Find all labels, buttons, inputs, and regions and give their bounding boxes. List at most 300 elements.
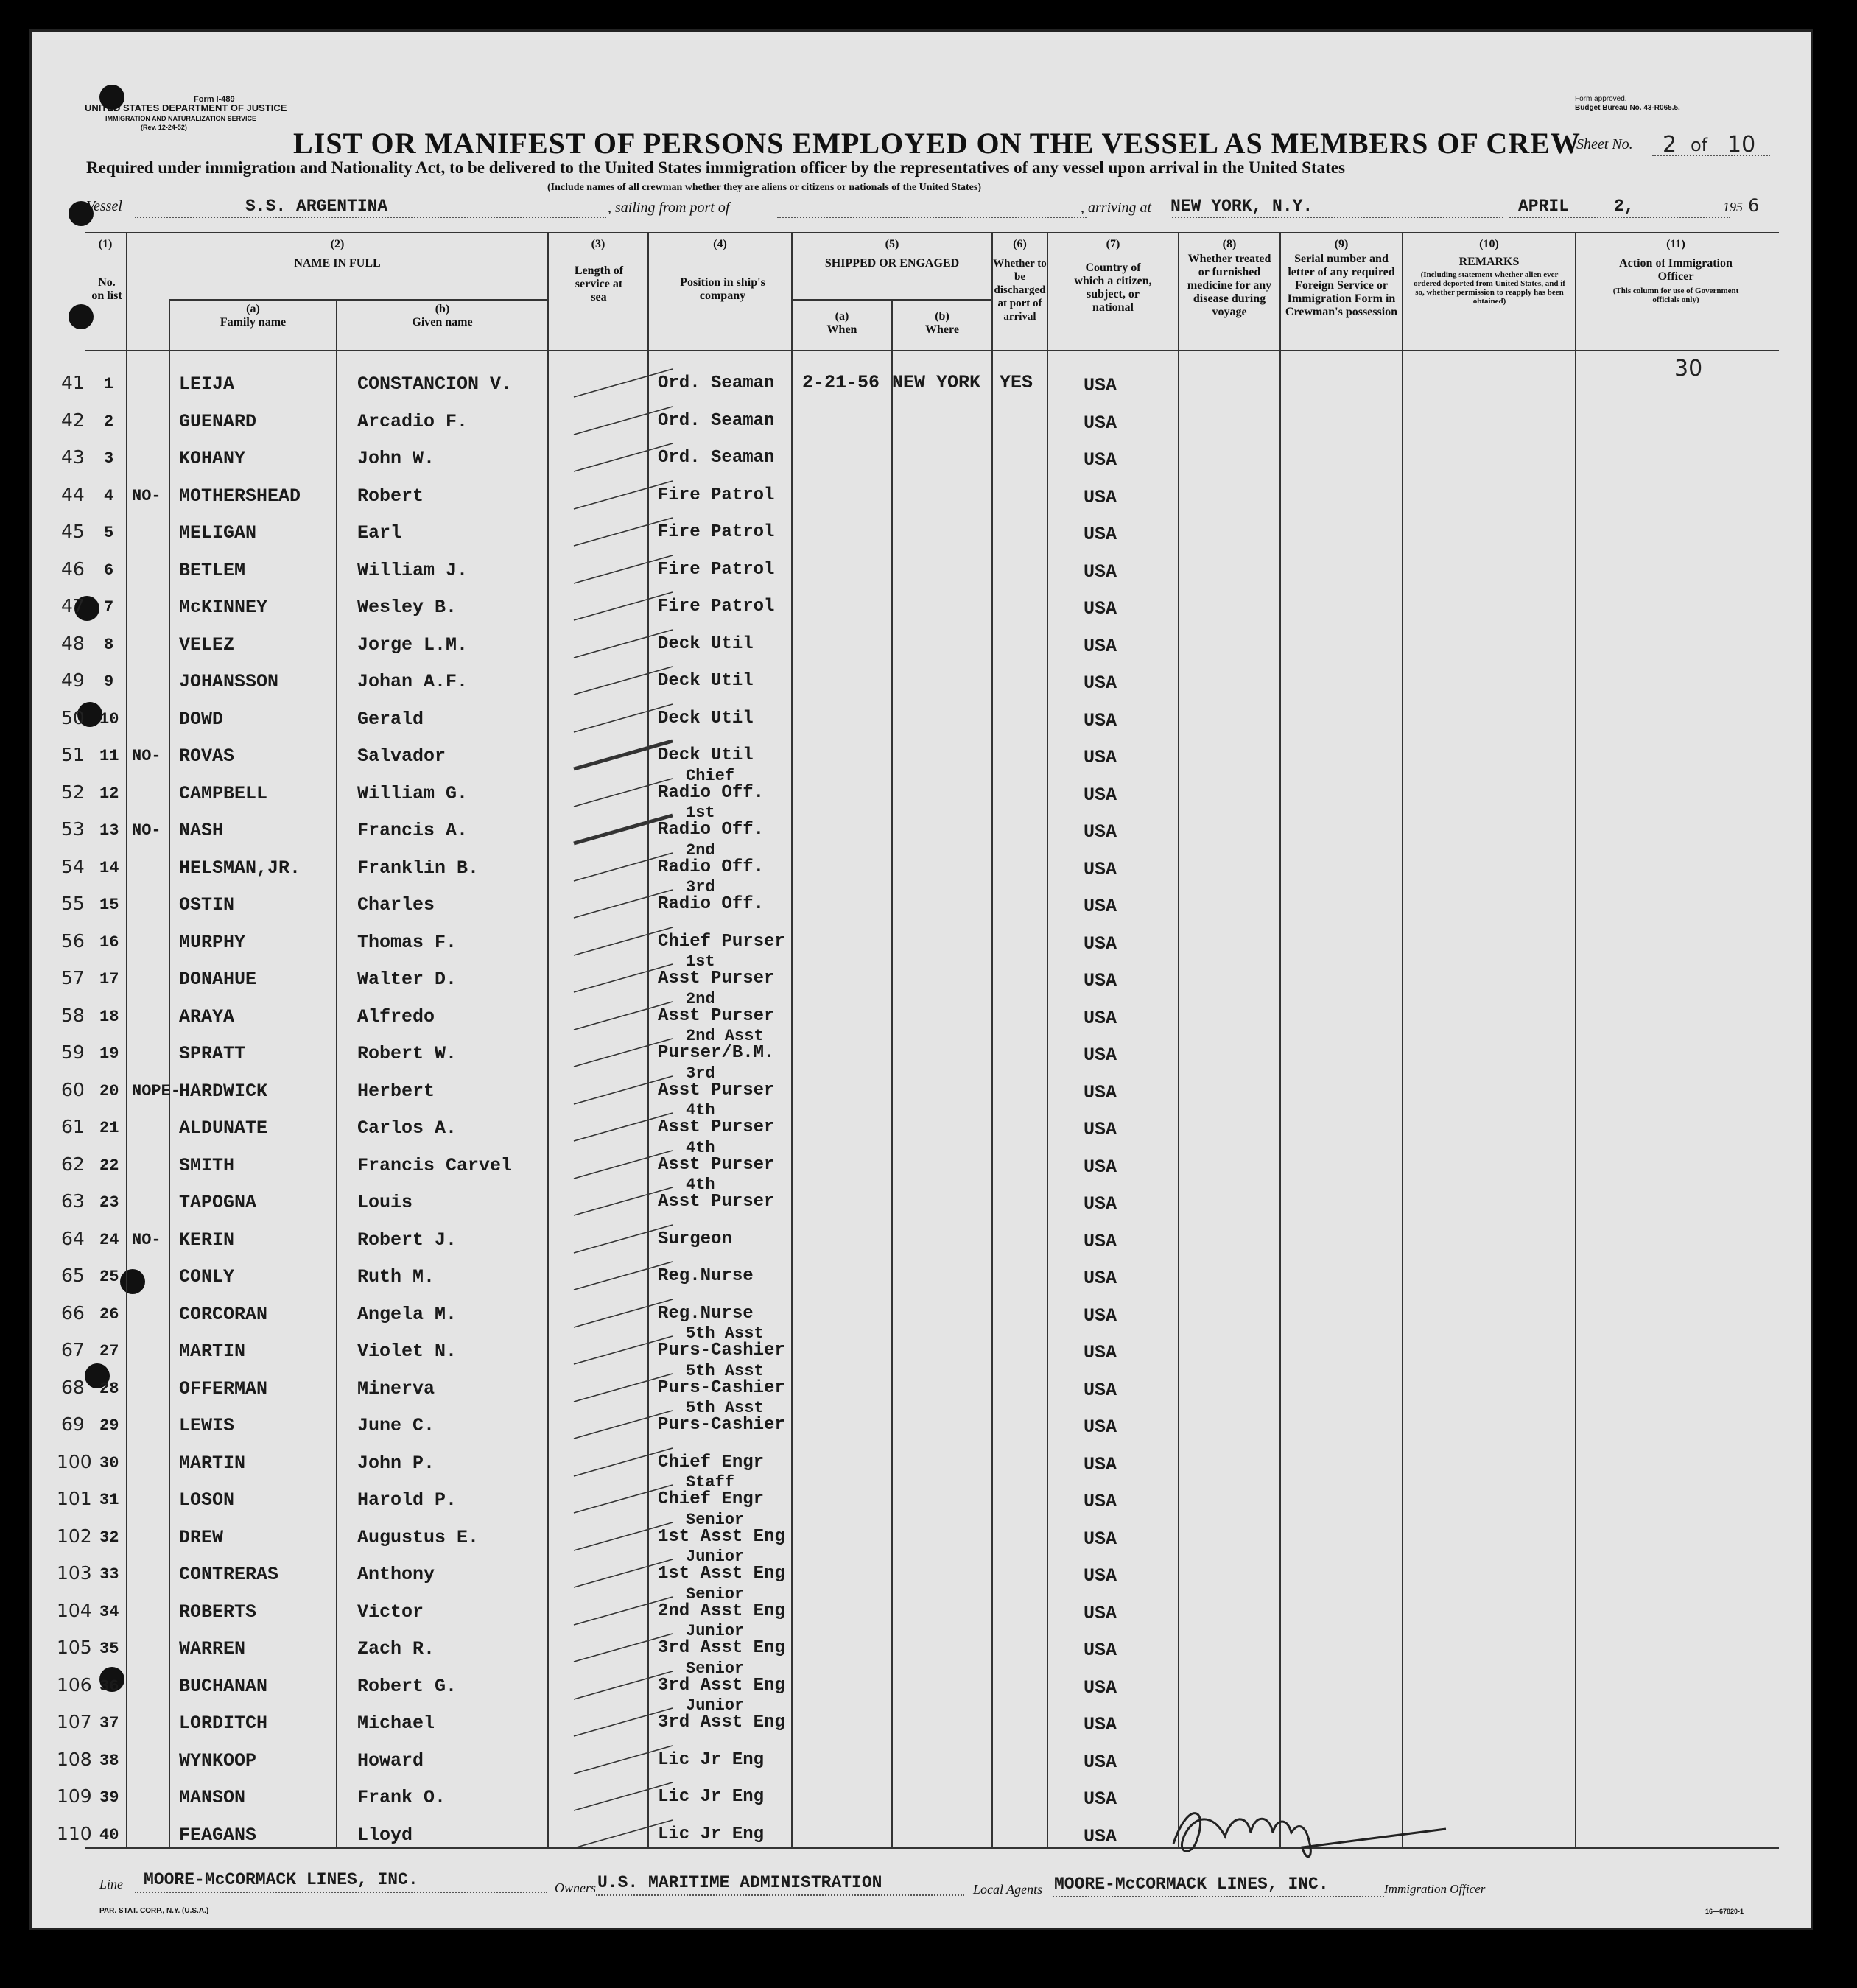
- col7-number: (7): [1106, 238, 1120, 250]
- country: USA: [1084, 1676, 1117, 1699]
- position-line1: 2nd: [686, 840, 715, 860]
- country: USA: [1084, 1751, 1117, 1773]
- family-name: OFFERMAN: [179, 1377, 268, 1399]
- position: Reg.Nurse: [658, 1266, 754, 1286]
- table-row: [32, 622, 1755, 660]
- country: USA: [1084, 375, 1117, 396]
- country: USA: [1084, 858, 1117, 880]
- table-row: [32, 510, 1755, 548]
- handwritten-number: 103: [57, 1562, 92, 1584]
- handwritten-number: 56: [61, 930, 85, 952]
- service-stroke: [572, 1257, 675, 1294]
- family-name: BUCHANAN: [179, 1675, 268, 1697]
- col6-number: (6): [1013, 238, 1027, 250]
- list-number: 15: [99, 896, 119, 914]
- country: USA: [1084, 598, 1117, 619]
- given-name: Thomas F.: [357, 931, 457, 953]
- position: Asst Purser: [658, 969, 775, 988]
- col2b-number: (b): [435, 303, 450, 315]
- form-number: Form I-489: [194, 95, 235, 104]
- family-name: ROBERTS: [179, 1601, 257, 1623]
- country: USA: [1084, 1230, 1117, 1252]
- service-stroke: [572, 1109, 675, 1145]
- service-stroke: [572, 625, 675, 662]
- list-number: 4: [104, 486, 114, 505]
- family-name: BETLEM: [179, 559, 246, 581]
- country: USA: [1084, 524, 1117, 545]
- country: USA: [1084, 821, 1117, 843]
- family-name: ROVAS: [179, 745, 235, 767]
- form-revision: (Rev. 12-24-52): [141, 124, 187, 131]
- position: Chief Purser: [658, 931, 785, 952]
- given-name: Ruth M.: [357, 1266, 435, 1288]
- col11-note: (This column for use of Government officials only): [1612, 287, 1739, 304]
- line-label: Line: [99, 1877, 124, 1892]
- no-mark: NO-: [132, 1230, 161, 1249]
- service-stroke: [572, 1072, 675, 1109]
- position: Chief Engr: [658, 1489, 765, 1509]
- service-stroke: [572, 1369, 675, 1406]
- list-number: 3: [104, 449, 114, 468]
- position: Radio Off.: [658, 820, 765, 840]
- handwritten-number: 60: [61, 1078, 85, 1100]
- action-count: 30: [1674, 356, 1703, 382]
- family-name: CORCORAN: [179, 1303, 268, 1325]
- list-number: 21: [99, 1119, 119, 1137]
- given-name: Walter D.: [357, 969, 457, 990]
- family-name: ALDUNATE: [179, 1117, 268, 1139]
- list-number: 11: [99, 747, 119, 765]
- country: USA: [1084, 1565, 1117, 1587]
- service-stroke: [572, 477, 675, 513]
- arriving-label: , arriving at: [1081, 200, 1152, 216]
- country: USA: [1084, 1342, 1117, 1363]
- table-row: [32, 920, 1755, 958]
- col1-number: (1): [98, 238, 113, 250]
- given-name: Arcadio F.: [357, 410, 468, 432]
- country: USA: [1084, 561, 1117, 583]
- service-stroke: [572, 365, 675, 401]
- given-name: Francis A.: [357, 820, 468, 841]
- position: Ord. Seaman: [658, 448, 775, 468]
- given-name: Victor: [357, 1601, 424, 1623]
- handwritten-number: 68: [61, 1376, 85, 1398]
- service-stroke: [572, 588, 675, 625]
- list-number: 18: [99, 1007, 119, 1026]
- position: Purser/B.M.: [658, 1043, 775, 1063]
- handwritten-number: 54: [61, 855, 85, 877]
- list-number: 28: [99, 1379, 119, 1398]
- handwritten-number: 58: [61, 1004, 85, 1026]
- given-name: Michael: [357, 1713, 435, 1734]
- service-stroke: [572, 1741, 675, 1778]
- position-line1: 3rd: [686, 1064, 715, 1083]
- position: Deck Util: [658, 708, 754, 728]
- position-line1: 1st: [686, 952, 715, 971]
- given-name: Wesley B.: [357, 597, 457, 618]
- country: USA: [1084, 1416, 1117, 1438]
- handwritten-number: 102: [57, 1525, 92, 1547]
- handwritten-number: 52: [61, 781, 85, 803]
- include-note: (Include names of all crewman whether they are aliens or citizens or nationals of the United States): [547, 182, 981, 193]
- col9-number: (9): [1334, 238, 1349, 250]
- family-name: GUENARD: [179, 410, 257, 432]
- list-number: 30: [99, 1453, 119, 1472]
- table-row: [32, 1218, 1755, 1255]
- position-line1: 4th: [686, 1138, 715, 1157]
- family-name: HARDWICK: [179, 1080, 268, 1102]
- country: USA: [1084, 1007, 1117, 1029]
- service-stroke: [572, 1295, 675, 1332]
- list-number: 16: [99, 932, 119, 952]
- handwritten-number: 105: [57, 1637, 92, 1658]
- given-name: Violet N.: [357, 1341, 457, 1362]
- table-row: [32, 1813, 1755, 1850]
- agents-name: MOORE-McCORMACK LINES, INC.: [1054, 1875, 1329, 1894]
- handwritten-number: 48: [61, 632, 85, 654]
- given-name: Francis Carvel: [357, 1154, 513, 1176]
- position: Deck Util: [658, 633, 754, 654]
- list-number: 40: [99, 1825, 119, 1844]
- family-name: CAMPBELL: [179, 782, 268, 804]
- position: 3rd Asst Eng: [658, 1713, 785, 1732]
- family-name: MOTHERSHEAD: [179, 485, 301, 507]
- service-stroke: [572, 551, 675, 588]
- service-stroke: [572, 1629, 675, 1666]
- table-row: [32, 697, 1755, 734]
- position: Deck Util: [658, 745, 754, 765]
- table-row: [32, 1064, 1755, 1106]
- position: 1st Asst Eng: [658, 1526, 785, 1547]
- country: USA: [1084, 672, 1117, 694]
- service-stroke: [572, 923, 675, 960]
- page-title: LIST OR MANIFEST OF PERSONS EMPLOYED ON THE VESSEL AS MEMBERS OF CREW: [293, 127, 1581, 160]
- col10-note: (Including statement whether alien ever ordered deported from United States, and if so, whether permission to reapply has been obtained): [1414, 270, 1565, 306]
- table-row: [32, 1399, 1755, 1441]
- handwritten-number: 55: [61, 893, 85, 914]
- position: Purs-Cashier: [658, 1341, 785, 1360]
- col2-header: NAME IN FULL: [294, 257, 381, 270]
- position-line1: 4th: [686, 1176, 715, 1194]
- list-number: 13: [99, 821, 119, 840]
- country: USA: [1084, 747, 1117, 768]
- table-row: [32, 436, 1755, 474]
- country: USA: [1084, 1156, 1117, 1178]
- table-row: [32, 1254, 1755, 1292]
- table-row: [32, 1775, 1755, 1813]
- table-row: [32, 1548, 1755, 1590]
- family-name: OSTIN: [179, 894, 235, 916]
- no-mark: NO-: [132, 821, 161, 840]
- position: 2nd Asst Eng: [658, 1601, 785, 1621]
- table-row: [32, 1584, 1755, 1627]
- country: USA: [1084, 1304, 1117, 1327]
- col4-header: Position in ship's company: [680, 276, 765, 302]
- position-line1: 5th Asst: [686, 1399, 764, 1417]
- position: Radio Off.: [658, 782, 765, 803]
- position: Surgeon: [658, 1229, 732, 1249]
- given-name: Earl: [357, 522, 402, 544]
- given-name: Alfredo: [357, 1005, 435, 1028]
- given-name: Angela M.: [357, 1303, 457, 1325]
- budget-bureau: Budget Bureau No. 43-R065.5.: [1575, 104, 1680, 112]
- handwritten-number: 110: [57, 1822, 92, 1844]
- handwritten-number: 107: [57, 1711, 92, 1732]
- form-code: 16—67820-1: [1705, 1908, 1744, 1915]
- col7-header: Country of which a citizen, subject, or national: [1074, 261, 1152, 314]
- table-row: [32, 1176, 1755, 1218]
- given-name: Franklin B.: [357, 857, 480, 879]
- service-stroke: [572, 1220, 675, 1257]
- col3-header: Length of service at sea: [574, 264, 624, 303]
- vessel-label: Vessel: [86, 198, 122, 214]
- service-stroke: [572, 1816, 675, 1852]
- position: Chief Engr: [658, 1452, 765, 1472]
- family-name: MARTIN: [179, 1452, 246, 1474]
- no-mark: NO-: [132, 486, 161, 505]
- printer-note: PAR. STAT. CORP., N.Y. (U.S.A.): [99, 1907, 209, 1915]
- service-stroke: [572, 1518, 675, 1555]
- service-stroke: [572, 1481, 675, 1517]
- position: 1st Asst Eng: [658, 1564, 785, 1584]
- table-row: [32, 1738, 1755, 1776]
- given-name: Johan A.F.: [357, 671, 468, 692]
- country: USA: [1084, 784, 1117, 806]
- family-name: KOHANY: [179, 448, 246, 469]
- table-row: [32, 1473, 1755, 1515]
- col3-number: (3): [591, 238, 605, 250]
- position: Asst Purser: [658, 1080, 775, 1100]
- family-name: VELEZ: [179, 633, 235, 656]
- table-row: [32, 1361, 1755, 1404]
- family-name: SPRATT: [179, 1043, 246, 1064]
- table-row: [32, 1696, 1755, 1738]
- handwritten-number: 64: [61, 1227, 85, 1249]
- handwritten-number: 108: [57, 1748, 92, 1770]
- given-name: Lloyd: [357, 1824, 413, 1846]
- service-stroke: [572, 700, 675, 737]
- list-number: 12: [99, 784, 119, 803]
- handwritten-number: 53: [61, 818, 85, 840]
- service-stroke: [572, 885, 675, 922]
- given-name: Robert G.: [357, 1675, 457, 1697]
- position-line1: Junior: [686, 1696, 745, 1715]
- department-name: UNITED STATES DEPARTMENT OF JUSTICE: [85, 102, 287, 113]
- country: USA: [1084, 1193, 1117, 1215]
- country: USA: [1084, 709, 1117, 731]
- position: Radio Off.: [658, 857, 765, 877]
- service-stroke: [572, 1146, 675, 1183]
- position: Purs-Cashier: [658, 1415, 785, 1435]
- given-name: Minerva: [357, 1377, 435, 1399]
- family-name: MURPHY: [179, 931, 246, 953]
- list-number: 23: [99, 1193, 119, 1212]
- family-name: LEIJA: [179, 373, 235, 395]
- given-name: Herbert: [357, 1080, 435, 1102]
- given-name: Anthony: [357, 1564, 435, 1585]
- table-row: [32, 766, 1755, 809]
- country: USA: [1084, 970, 1117, 991]
- col8-header: Whether treated or furnished medicine for any disease during voyage: [1187, 253, 1272, 318]
- year-suffix: 6: [1748, 195, 1760, 216]
- given-name: Charles: [357, 894, 435, 916]
- position: 3rd Asst Eng: [658, 1638, 785, 1658]
- handwritten-number: 104: [57, 1599, 92, 1621]
- list-number: 36: [99, 1676, 119, 1696]
- sheet-total: 10: [1727, 132, 1756, 158]
- given-name: June C.: [357, 1415, 435, 1436]
- list-number: 6: [104, 561, 114, 580]
- table-row: [32, 1101, 1755, 1143]
- service-stroke: [572, 513, 675, 550]
- service-stroke: [572, 402, 675, 439]
- officer-signature: [1159, 1785, 1468, 1866]
- family-name: DREW: [179, 1526, 224, 1548]
- given-name: CONSTANCION V.: [357, 373, 513, 395]
- col11-number: (11): [1666, 238, 1685, 250]
- position: Purs-Cashier: [658, 1377, 785, 1398]
- handwritten-number: 65: [61, 1265, 85, 1286]
- table-row: [32, 1138, 1755, 1181]
- family-name: LEWIS: [179, 1415, 235, 1436]
- list-number: 8: [104, 635, 114, 654]
- col5-header: SHIPPED OR ENGAGED: [824, 257, 960, 270]
- table-row: [32, 1510, 1755, 1553]
- table-row: [32, 878, 1755, 920]
- table-row: [32, 1324, 1755, 1366]
- no-mark: NOPE-: [132, 1081, 181, 1100]
- service-stroke: [572, 439, 675, 476]
- position: Fire Patrol: [658, 597, 775, 617]
- table-row: [32, 1441, 1755, 1478]
- family-name: FEAGANS: [179, 1824, 257, 1846]
- country: USA: [1084, 1714, 1117, 1735]
- table-row: [32, 840, 1755, 883]
- position-line1: 2nd: [686, 989, 715, 1008]
- col5b-header: Where: [925, 323, 959, 336]
- col6-header: Whether to be discharged at port of arrival: [993, 258, 1047, 323]
- list-number: 14: [99, 858, 119, 877]
- given-name: Harold P.: [357, 1489, 457, 1511]
- handwritten-number: 61: [61, 1116, 85, 1137]
- list-number: 1: [104, 375, 114, 393]
- position-line1: Senior: [686, 1510, 745, 1529]
- country: USA: [1084, 932, 1117, 955]
- col8-number: (8): [1222, 238, 1237, 250]
- list-number: 34: [99, 1602, 119, 1621]
- handwritten-number: 67: [61, 1339, 85, 1360]
- country: USA: [1084, 1602, 1117, 1624]
- sheet-number: 2: [1663, 132, 1677, 158]
- given-name: Frank O.: [357, 1787, 446, 1808]
- first-row-when: 2-21-56: [802, 372, 880, 393]
- col10-header: REMARKS: [1458, 256, 1520, 268]
- service-stroke: [572, 1444, 675, 1481]
- handwritten-number: 41: [61, 372, 85, 393]
- position: Asst Purser: [658, 1154, 775, 1175]
- list-number: 22: [99, 1156, 119, 1175]
- given-name: Augustus E.: [357, 1526, 480, 1548]
- list-number: 27: [99, 1342, 119, 1360]
- position-line1: 5th Asst: [686, 1361, 764, 1380]
- country: USA: [1084, 1528, 1117, 1550]
- year-prefix: 195: [1723, 200, 1743, 214]
- vessel-name: S.S. ARGENTINA: [245, 197, 388, 216]
- position-line1: Junior: [686, 1548, 745, 1566]
- table-row: [32, 1659, 1755, 1701]
- first-row-discharged: YES: [1000, 372, 1033, 393]
- country: USA: [1084, 1491, 1117, 1512]
- position: 3rd Asst Eng: [658, 1675, 785, 1696]
- given-name: Robert W.: [357, 1043, 457, 1064]
- arrival-month: APRIL: [1518, 197, 1570, 216]
- given-name: John P.: [357, 1452, 435, 1474]
- position-line1: 1st: [686, 804, 715, 822]
- owners-name: U.S. MARITIME ADMINISTRATION: [597, 1873, 882, 1892]
- first-row-where: NEW YORK: [892, 372, 981, 393]
- table-row: [32, 659, 1755, 697]
- position: Fire Patrol: [658, 485, 775, 505]
- handwritten-number: 49: [61, 670, 85, 691]
- position-line1: Senior: [686, 1584, 745, 1604]
- position: Fire Patrol: [658, 522, 775, 542]
- col2-number: (2): [330, 238, 345, 250]
- handwritten-number: 57: [61, 967, 85, 988]
- form-subtitle: Required under immigration and Nationality Act, to be delivered to the United States immigration officer by the representatives of any vessel upon arrival in the United States: [86, 158, 1345, 177]
- family-name: WYNKOOP: [179, 1749, 257, 1771]
- family-name: TAPOGNA: [179, 1192, 257, 1213]
- table-row: [32, 952, 1755, 994]
- family-name: McKINNEY: [179, 597, 268, 618]
- given-name: Salvador: [357, 745, 446, 767]
- list-number: 35: [99, 1640, 119, 1658]
- service-stroke: [572, 1332, 675, 1369]
- family-name: MELIGAN: [179, 522, 257, 544]
- position: Fire Patrol: [658, 559, 775, 580]
- list-number: 17: [99, 970, 119, 988]
- country: USA: [1084, 449, 1117, 471]
- handwritten-number: 45: [61, 521, 85, 542]
- col1-header: No. on list: [91, 276, 122, 302]
- position: Deck Util: [658, 671, 754, 691]
- country: USA: [1084, 1044, 1117, 1066]
- col11-header: Action of Immigration Officer: [1619, 257, 1733, 283]
- country: USA: [1084, 635, 1117, 657]
- list-number: 20: [99, 1081, 119, 1100]
- given-name: William G.: [357, 782, 468, 804]
- country: USA: [1084, 1119, 1117, 1140]
- family-name: LORDITCH: [179, 1713, 268, 1734]
- service-stroke: [572, 997, 675, 1034]
- service-stroke: [572, 1034, 675, 1071]
- handwritten-number: 46: [61, 558, 85, 580]
- position: Radio Off.: [658, 894, 765, 914]
- table-row: [32, 548, 1755, 586]
- table-row: [32, 474, 1755, 511]
- country: USA: [1084, 1788, 1117, 1810]
- position-line1: 3rd: [686, 878, 715, 896]
- position: Ord. Seaman: [658, 373, 775, 393]
- arrival-day: 2,: [1614, 197, 1635, 216]
- handwritten-number: 63: [61, 1190, 85, 1212]
- handwritten-number: 43: [61, 446, 85, 468]
- country: USA: [1084, 1081, 1117, 1103]
- list-number: 32: [99, 1528, 119, 1547]
- family-name: KERIN: [179, 1229, 235, 1251]
- arriving-port: NEW YORK, N.Y.: [1170, 197, 1313, 216]
- position-line1: 4th: [686, 1101, 715, 1120]
- family-name: ARAYA: [179, 1005, 235, 1028]
